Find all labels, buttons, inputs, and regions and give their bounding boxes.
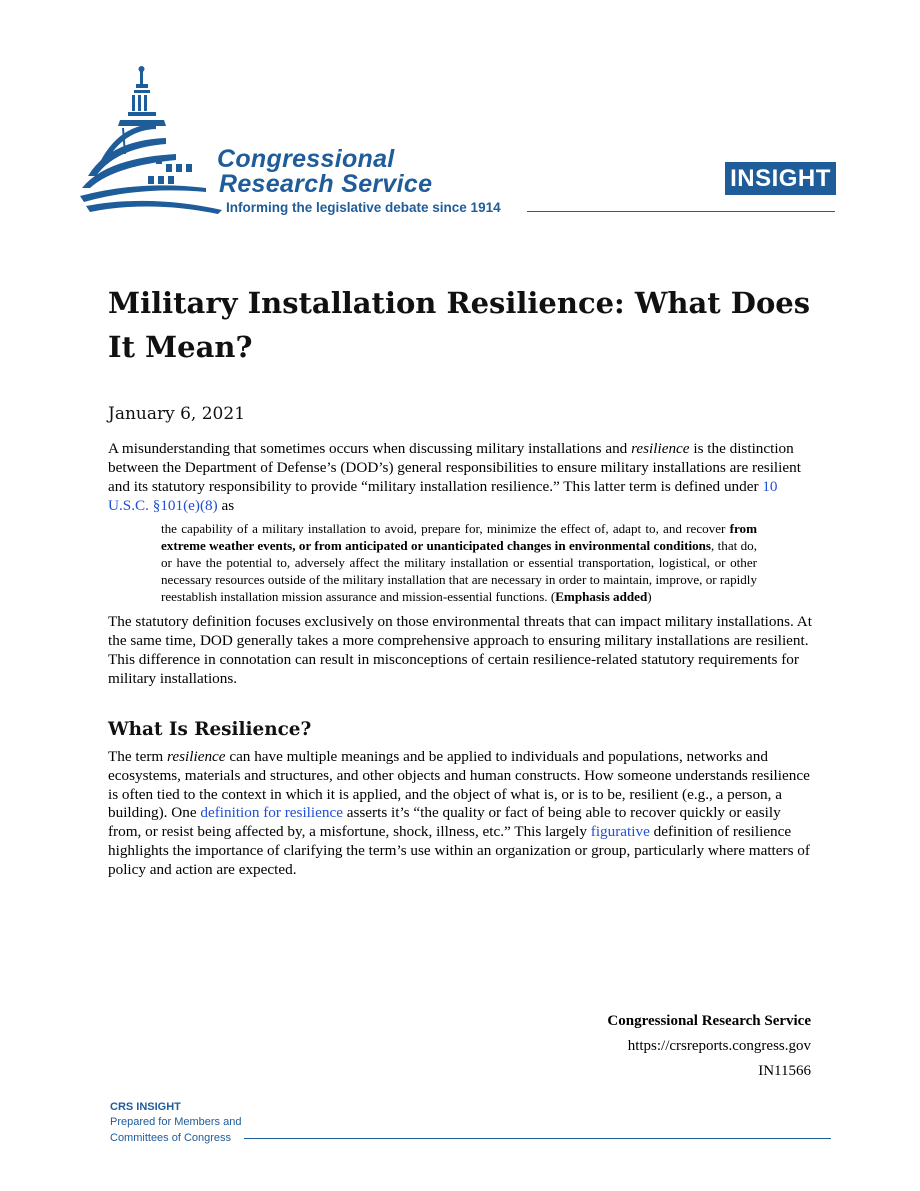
footer-url: https://crsreports.congress.gov bbox=[627, 1038, 811, 1054]
crs-insight-label: CRS INSIGHT bbox=[110, 1101, 181, 1113]
prepared-for-line-2: Committees of Congress bbox=[110, 1132, 232, 1144]
definition-paragraph: The statutory definition focuses exclusively on those environmental threats that can impact military installations. At the same time, DOD generally takes a more comprehensive approach to ensuring military installations are resilient. This difference in connotation can result in misconceptions of certain resilience-related statutory requirements for military installations. bbox=[108, 613, 812, 687]
resilience-paragraph: The term resilience can have multiple meanings and be applied to individuals and populations, networks and ecosystems, materials and structures, and other objects and human constructs. How someone understands resilience is often tied to the context in which it is applied, and the object of what is, or is to be, resilient (e.g., a person, a building). One definition for resilience asserts it’s “the quality or fact of being able to recover quickly or easily from, or resist being affected by, a misfortune, shock, illness, etc.” This largely figurative definition of resilience highlights the importance of clarifying the term’s use within an organization or group, particularly where matters of policy and action are expected. bbox=[108, 747, 810, 879]
statute-quote: the capability of a military installation to avoid, prepare for, minimize the effect of, adapt to, and recover from extreme weather events, or from anticipated or unanticipated changes in environmental conditions, that do, or have the potential to, adversely affect the military installation or essential transportation, logistical, or other necessary resources outside of the military installation that are necessary in order to maintain, improve, or rapidly reestablish installation mission assurance and mission-essential functions. (Emphasis added) bbox=[161, 520, 757, 604]
insight-badge: INSIGHT bbox=[725, 162, 836, 195]
definition-link[interactable]: definition for resilience bbox=[200, 804, 343, 822]
footer-org-name: Congressional Research Service bbox=[607, 1013, 811, 1029]
footer-divider bbox=[244, 1138, 831, 1139]
figurative-link[interactable]: figurative bbox=[590, 823, 650, 841]
org-name-line-1: Congressional bbox=[217, 145, 395, 173]
document-body bbox=[108, 440, 812, 880]
document-title: Military Installation Resilience: What Does It Mean? bbox=[108, 286, 811, 364]
section-heading: What Is Resilience? bbox=[108, 718, 312, 740]
capitol-dome-icon bbox=[80, 64, 222, 218]
intro-paragraph: A misunderstanding that sometimes occurs when discussing military installations and resilience is the distinction between the Department of Defense’s (DOD’s) general responsibilities to ensure military installations are resilient and its statutory responsibility to provide “military installation resilience.” This latter term is defined under 10 U.S.C. §101(e)(8) as bbox=[108, 440, 801, 514]
prepared-for-line-1: Prepared for Members and bbox=[110, 1116, 242, 1128]
org-tagline: Informing the legislative debate since 1914 bbox=[226, 200, 501, 215]
report-id: IN11566 bbox=[758, 1063, 811, 1079]
statute-link[interactable]: 10 U.S.C. §101(e)(8) bbox=[108, 477, 778, 514]
document-date: January 6, 2021 bbox=[108, 404, 246, 424]
header-divider bbox=[527, 211, 835, 212]
org-name-line-2: Research Service bbox=[219, 170, 433, 198]
